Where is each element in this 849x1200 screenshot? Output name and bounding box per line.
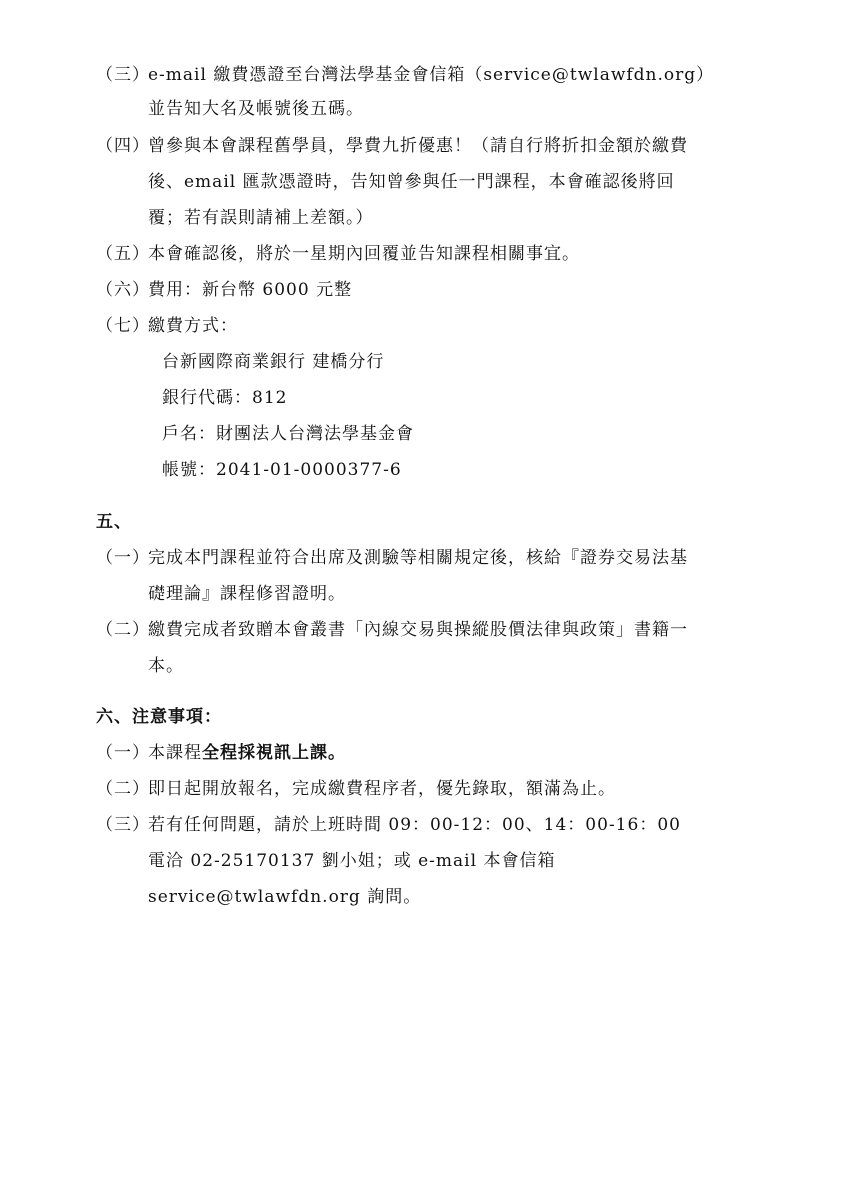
list-item — [96, 778, 616, 800]
item-number: （一） — [96, 743, 150, 763]
item-text-continuation: 礎理論』課程修習證明。 — [148, 584, 346, 604]
item-text: 繳費方式： — [148, 316, 238, 336]
item-number: （五） — [96, 244, 150, 264]
list-item — [96, 243, 580, 265]
item-number: （四） — [96, 136, 150, 156]
list-item — [96, 547, 688, 569]
item-number: （二） — [96, 620, 150, 640]
list-item — [96, 315, 238, 337]
item-text-continuation: 後、email 匯款憑證時，告知曾參與任一門課程，本會確認後將回 — [148, 172, 675, 192]
item-text: 若有任何問題，請於上班時間 09：00-12：00、14：00-16：00 — [148, 815, 681, 835]
item-text-continuation: 電洽 02-25170137 劉小姐；或 e-mail 本會信箱 — [148, 851, 556, 871]
item-text-continuation: service@twlawfdn.org 詢問。 — [148, 887, 422, 907]
list-item — [96, 135, 688, 157]
item-text: 費用：新台幣 6000 元整 — [148, 280, 353, 300]
account-name: 戶名：財團法人台灣法學基金會 — [162, 424, 414, 444]
item-number: （七） — [96, 316, 150, 336]
bank-name: 台新國際商業銀行 建橋分行 — [162, 352, 385, 372]
item-text-continuation: 覆；若有誤則請補上差額。） — [148, 208, 374, 228]
section-heading: 六、注意事項： — [96, 707, 222, 727]
item-text: 即日起開放報名，完成繳費程序者，優先錄取，額滿為止。 — [148, 779, 616, 799]
item-text: 本會確認後，將於一星期內回覆並告知課程相關事宜。 — [148, 244, 580, 264]
emphasis-text: 全程採視訊上課。 — [202, 743, 346, 763]
item-number: （三） — [96, 65, 150, 85]
list-item — [96, 279, 352, 301]
list-item — [96, 742, 346, 764]
item-number: （二） — [96, 779, 150, 799]
item-text: e-mail 繳費憑證至台灣法學基金會信箱（service@twlawfdn.org） — [148, 65, 715, 85]
item-text-continuation: 本。 — [148, 656, 184, 676]
item-number: （三） — [96, 815, 150, 835]
list-item — [96, 814, 681, 836]
item-text: 本課程 — [148, 743, 202, 763]
list-item — [96, 64, 714, 86]
account-number: 帳號：2041-01-0000377-6 — [162, 460, 402, 480]
item-text: 曾參與本會課程舊學員，學費九折優惠！（請自行將折扣金額於繳費 — [148, 136, 688, 156]
list-item — [96, 619, 688, 641]
item-text: 完成本門課程並符合出席及測驗等相關規定後，核給『證券交易法基 — [148, 548, 688, 568]
item-text: 繳費完成者致贈本會叢書「內線交易與操縱股價法律與政策」書籍一 — [148, 620, 688, 640]
bank-code: 銀行代碼：812 — [162, 388, 288, 408]
item-number: （六） — [96, 280, 150, 300]
section-heading: 五、 — [96, 512, 132, 532]
item-text-continuation: 並告知大名及帳號後五碼。 — [148, 99, 364, 119]
item-number: （一） — [96, 548, 150, 568]
